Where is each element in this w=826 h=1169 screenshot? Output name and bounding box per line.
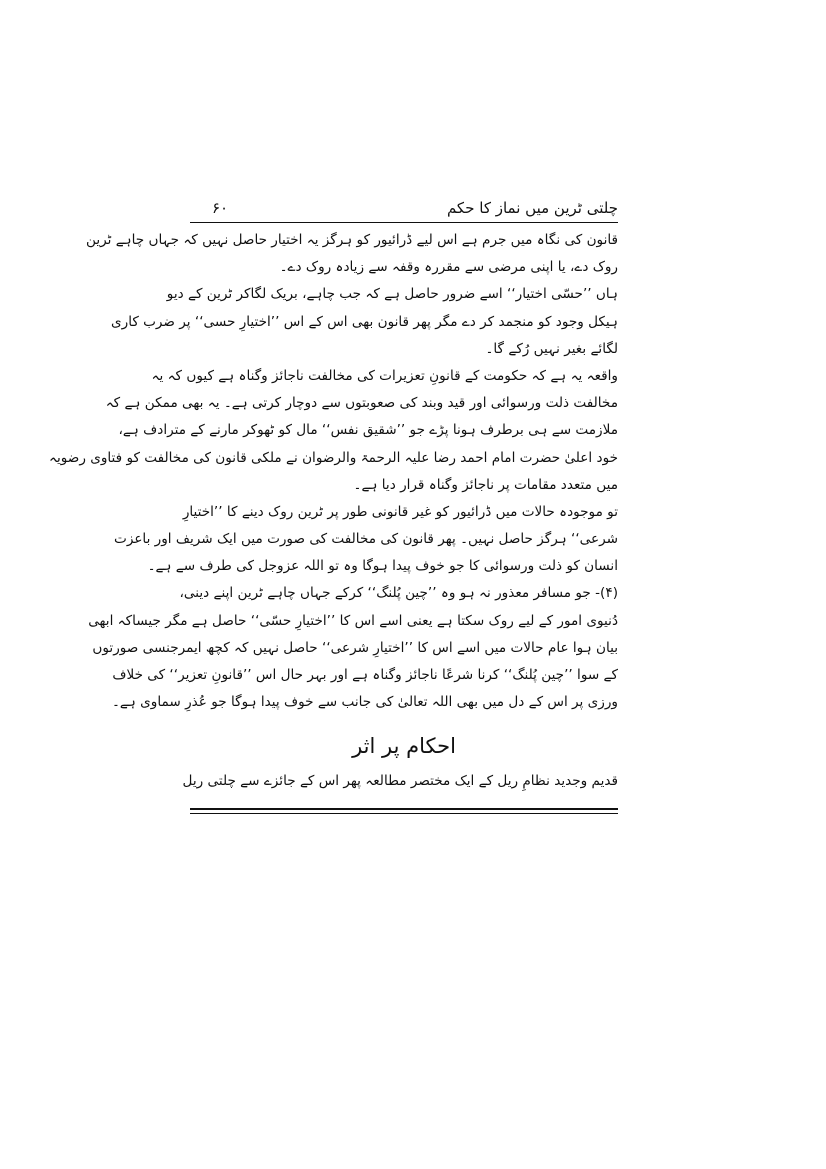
text-line: روک دے، یا اپنی مرضی سے مقررہ وقفہ سے زیادہ روک دے۔ [279,259,618,276]
paragraph-1 [85,227,618,281]
paragraph-2 [110,281,618,363]
paragraph-3 [49,363,618,499]
text-line: تو موجودہ حالات میں ڈرائیور کو غیر قانونی طور پر ٹرین روک دینے کا ’’اختیارِ [182,503,618,520]
text-line: شرعی‘‘ ہرگز حاصل نہیں۔ پھر قانون کی مخالفت کی صورت میں ایک شریف اور باعزت [114,531,618,548]
text-line: انسان کو ذلت ورسوائی کا جو خوف پیدا ہوگا وہ تو اللہ عزوجل کی طرف سے ہے۔ [147,558,618,575]
footer-double-rule [190,808,618,814]
running-header [190,196,618,222]
text-line: قانون کی نگاہ میں جرم ہے اس لیے ڈرائیور کو ہرگز یہ اختیار حاصل نہیں کہ جہاں چاہے ٹرین [85,232,618,248]
text-line: ہیکل وجود کو منجمد کر دے مگر پھر قانون بھی اس کے اس ’’اختیارِ حسی‘‘ پر ضرب کاری [110,313,618,330]
text-line: خود اعلیٰ حضرت امام احمد رضا علیہ الرحمۃ والرضوان نے ملکی قانون کی مخالفت کو فتاوی رضویہ [49,449,618,466]
text-line: ورزی پر اس کے دل میں بھی اللہ تعالیٰ کی جانب سے خوف پیدا ہوگا جو عُذرِ سماوی ہے۔ [111,694,618,711]
running-title: چلتی ٹرین میں نماز کا حکم [446,199,618,217]
text-line: دُنیوی امور کے لیے روک سکتا ہے یعنی اسے اس کا ’’اختیارِ حسّی‘‘ حاصل ہے مگر جیساکہ ابھی [88,612,618,629]
text-line: واقعہ یہ ہے کہ حکومت کے قانونِ تعزیرات کی مخالفت ناجائز وگناہ ہے کیوں کہ یہ [151,367,618,384]
footer-rule-thick [190,808,618,810]
paragraph-4 [114,499,618,581]
page-number: ۶۰ [212,199,229,217]
text-line: (۴)- جو مسافر معذور نہ ہو وہ ’’چین پُلنگ‘‘ کرکے جہاں چاہے ٹرین اپنے دینی، [179,585,618,602]
text-line: مخالفت ذلت ورسوائی اور قید وبند کی صعوبتوں سے دوچار کرتی ہے۔ یہ بھی ممکن ہے کہ [105,395,618,412]
header-rule [190,222,618,223]
text-line: کے سوا ’’چین پُلنگ‘‘ کرنا شرعًا ناجائز وگناہ ہے اور بہر حال اس ’’قانونِ تعزیر‘‘ کی خلاف [112,667,618,683]
section-intro-line: قدیم وجدید نظامِ ریل کے ایک مختصر مطالعہ پھر اس کے جائزے سے چلتی ریل [182,773,618,790]
text-line: میں متعدد مقامات پر ناجائز وگناہ قرار دیا ہے۔ [353,476,618,493]
text-line: ملازمت سے ہی برطرف ہونا پڑے جو ’’شقیق نفس‘‘ مال کو ٹھوکر مارنے کے مترادف ہے، [118,422,618,439]
paragraph-5 [88,580,618,716]
text-line: لگائے بغیر نہیں رُکے گا۔ [485,340,618,357]
body-text [49,227,618,794]
footer-rule-thin [190,813,618,814]
document-page [49,196,618,814]
section-heading: احکام پر اثر [352,734,456,759]
text-line: ہاں ’’حسّی اختیار‘‘ اسے ضرور حاصل ہے کہ جب چاہے، بریک لگاکر ٹرین کے دیو [166,286,618,303]
text-line: بیان ہوا عام حالات میں اسے اس کا ’’اختیارِ شرعی‘‘ حاصل نہیں کہ کچھ ایمرجنسی صورتوں [92,639,618,656]
